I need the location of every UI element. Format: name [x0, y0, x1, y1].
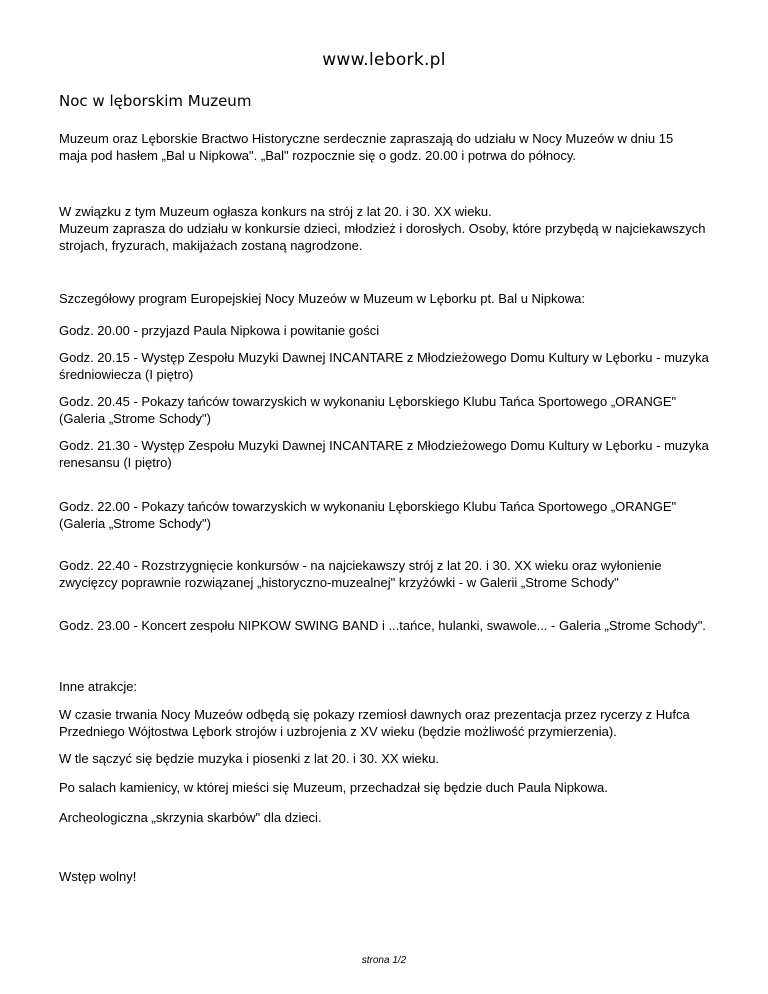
- program-item: [59, 498, 719, 532]
- text-line: Archeologiczna „skrzynia skarbów" dla dzieci.: [59, 810, 322, 825]
- program-item: [59, 437, 719, 471]
- article-title: Noc w lęborskim Muzeum: [59, 92, 252, 110]
- program-item: [59, 349, 719, 383]
- program-item: [59, 322, 719, 339]
- text-line: Godz. 22.40 - Rozstrzygnięcie konkursów - na najciekawszy strój z lat 20. i 30. XX wieku oraz wyłonienie: [59, 558, 662, 573]
- text-line: Muzeum oraz Lęborskie Bractwo Historyczne serdecznie zapraszają do udziału w Nocy Muzeów w dniu 15: [59, 131, 674, 146]
- text-line: (Galeria „Strome Schody"): [59, 411, 211, 426]
- attraction-item: [59, 779, 719, 796]
- text-line: strojach, fryzurach, makijażach zostaną nagrodzone.: [59, 238, 363, 253]
- text-line: W czasie trwania Nocy Muzeów odbędą się pokazy rzemiosł dawnych oraz prezentacja przez rycerzy z Hufca: [59, 707, 690, 722]
- site-url-header: www.lebork.pl: [322, 50, 446, 70]
- text-line: Inne atrakcje:: [59, 679, 138, 694]
- text-line: Godz. 21.30 - Występ Zespołu Muzyki Dawnej INCANTARE z Młodzieżowego Domu Kultury w Lęborku - muzyka: [59, 438, 709, 453]
- text-line: Szczegółowy program Europejskiej Nocy Muzeów w Muzeum w Lęborku pt. Bal u Nipkowa:: [59, 291, 585, 306]
- text-line: Muzeum zaprasza do udziału w konkursie dzieci, młodzież i dorosłych. Osoby, które przybędą w najciekawszych: [59, 221, 706, 236]
- paragraph-free-entry: [59, 868, 719, 885]
- program-item: [59, 617, 719, 634]
- text-line: zwycięzcy poprawnie rozwiązanej „historyczno-muzealnej" krzyżówki - w Galerii „Strome Schody": [59, 575, 619, 590]
- text-line: Godz. 23.00 - Koncert zespołu NIPKOW SWING BAND i ...tańce, hulanki, swawole... - Galeria „Strome Schody".: [59, 618, 706, 633]
- paragraph-attractions-heading: [59, 678, 719, 695]
- text-line: renesansu (I piętro): [59, 455, 172, 470]
- attraction-item: [59, 750, 719, 767]
- attraction-item: [59, 809, 719, 826]
- paragraph-intro: [59, 130, 719, 164]
- text-line: Godz. 20.45 - Pokazy tańców towarzyskich w wykonaniu Lęborskiego Klubu Tańca Sportowego „ORANGE": [59, 394, 677, 409]
- program-item: [59, 557, 719, 591]
- text-line: W związku z tym Muzeum ogłasza konkurs na strój z lat 20. i 30. XX wieku.: [59, 204, 492, 219]
- text-line: maja pod hasłem „Bal u Nipkowa". „Bal" rozpocznie się o godz. 20.00 i potrwa do północy.: [59, 148, 576, 163]
- text-line: Godz. 22.00 - Pokazy tańców towarzyskich w wykonaniu Lęborskiego Klubu Tańca Sportowego „ORANGE": [59, 499, 677, 514]
- text-line: Godz. 20.00 - przyjazd Paula Nipkowa i powitanie gości: [59, 323, 380, 338]
- text-line: średniowiecza (I piętro): [59, 367, 194, 382]
- text-line: Wstęp wolny!: [59, 869, 137, 884]
- program-item: [59, 393, 719, 427]
- text-line: Godz. 20.15 - Występ Zespołu Muzyki Dawnej INCANTARE z Młodzieżowego Domu Kultury w Lęborku - muzyka: [59, 350, 709, 365]
- text-line: Przedniego Wójtostwa Lębork strojów i uzbrojenia z XV wieku (będzie możliwość przymierzenia).: [59, 724, 617, 739]
- text-line: Po salach kamienicy, w której mieści się Muzeum, przechadzał się będzie duch Paula Nipkowa.: [59, 780, 608, 795]
- attraction-item: [59, 706, 719, 740]
- text-line: W tle sączyć się będzie muzyka i piosenki z lat 20. i 30. XX wieku.: [59, 751, 440, 766]
- text-line: (Galeria „Strome Schody"): [59, 516, 211, 531]
- paragraph-contest: [59, 203, 719, 254]
- paragraph-program-heading: [59, 290, 719, 307]
- page-number: strona 1/2: [361, 955, 407, 966]
